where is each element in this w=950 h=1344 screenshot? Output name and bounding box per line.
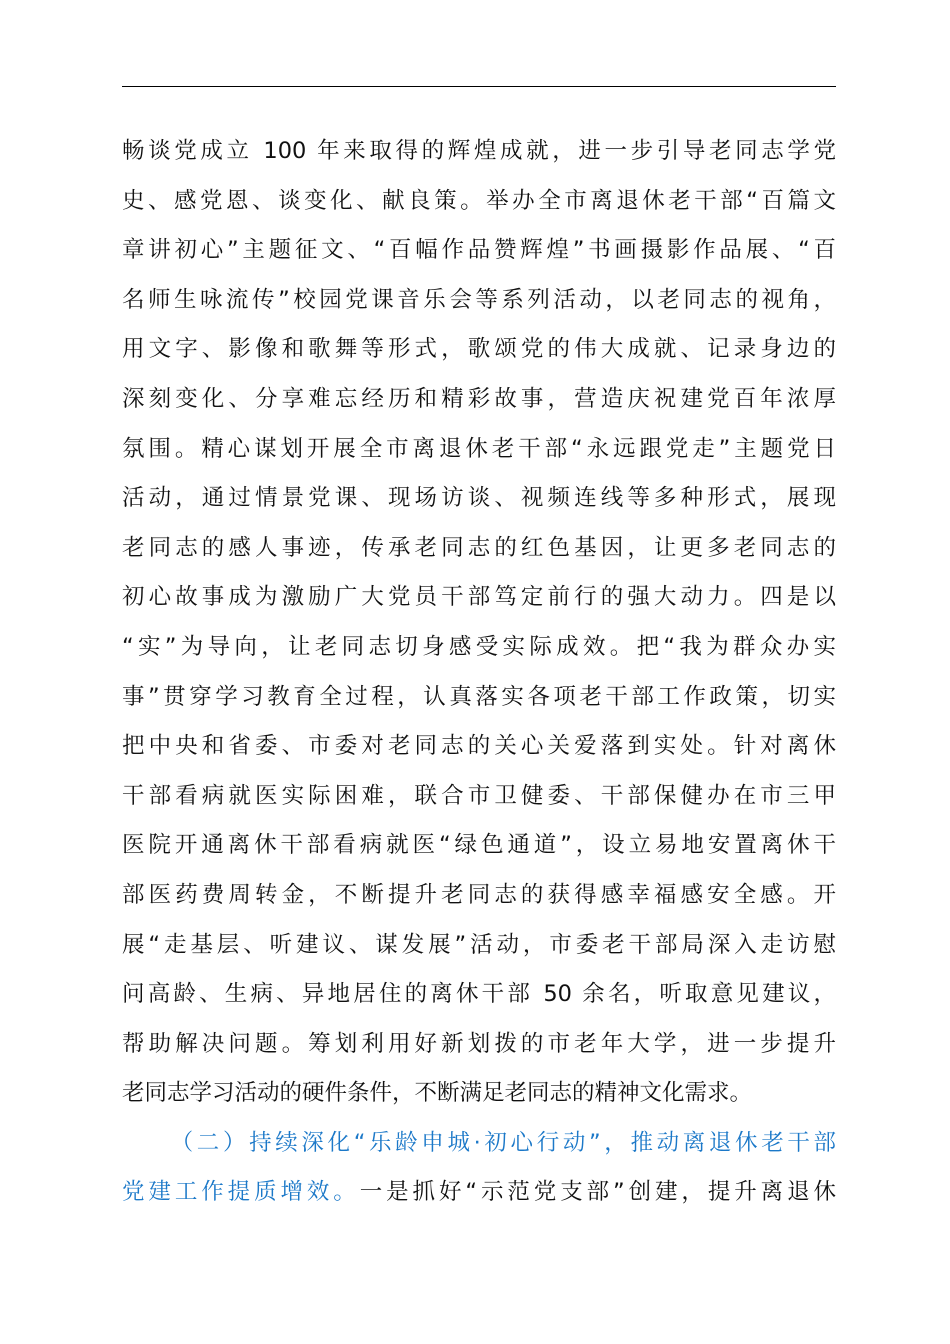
paragraph-line: 氛围。精心谋划开展全市离退休老干部“永远跟党走”主题党日 xyxy=(122,435,836,462)
paragraph-line: 用文字、影像和歌舞等形式，歌颂党的伟大成就、记录身边的 xyxy=(122,336,836,363)
paragraph-continuation: 一是抓好“示范党支部”创建，提升离退休 xyxy=(359,1179,836,1206)
paragraph-line: 问高龄、生病、异地居住的离休干部 50 余名，听取意见建议， xyxy=(122,981,836,1008)
paragraph-line: 事”贯穿学习教育全过程，认真落实各项老干部工作政策，切实 xyxy=(122,683,836,710)
paragraph-line: “实”为导向，让老同志切身感受实际成效。把“我为群众办实 xyxy=(122,633,836,660)
paragraph-line: 干部看病就医实际困难，联合市卫健委、干部保健办在市三甲 xyxy=(122,782,836,809)
paragraph-line: 深刻变化、分享难忘经历和精彩故事，营造庆祝建党百年浓厚 xyxy=(122,385,836,412)
paragraph-line: 展“走基层、听建议、谋发展”活动，市委老干部局深入走访慰 xyxy=(122,931,836,958)
paragraph-line: 老同志的感人事迹，传承老同志的红色基因，让更多老同志的 xyxy=(122,534,836,561)
paragraph-line: 章讲初心”主题征文、“百幅作品赞辉煌”书画摄影作品展、“百 xyxy=(122,237,836,264)
paragraph-line: 老同志学习活动的硬件条件，不断满足老同志的精神文化需求。 xyxy=(122,1080,753,1107)
paragraph-line: 活动，通过情景党课、现场访谈、视频连线等多种形式，展现 xyxy=(122,485,836,512)
section-heading-text: （二）持续深化“乐龄申城·初心行动”，推动离退休老干部 xyxy=(167,1129,836,1156)
section-heading-line xyxy=(122,1168,836,1218)
body-text xyxy=(122,127,836,1218)
section-heading-line xyxy=(122,1119,836,1169)
paragraph-line: 部医药费周转金，不断提升老同志的获得感幸福感安全感。开 xyxy=(122,881,836,908)
section-heading-text: 党建工作提质增效。 xyxy=(122,1179,360,1206)
paragraph-line: 把中央和省委、市委对老同志的关心关爱落到实处。针对离休 xyxy=(122,733,836,760)
header-rule xyxy=(122,86,836,87)
paragraph-line: 医院开通离休干部看病就医“绿色通道”，设立易地安置离休干 xyxy=(122,832,836,859)
paragraph-line: 帮助解决问题。筹划利用好新划拨的市老年大学，进一步提升 xyxy=(122,1030,836,1057)
paragraph-line: 初心故事成为激励广大党员干部笃定前行的强大动力。四是以 xyxy=(122,584,836,611)
paragraph-line: 史、感党恩、谈变化、献良策。举办全市离退休老干部“百篇文 xyxy=(122,187,836,214)
paragraph-line: 畅谈党成立 100 年来取得的辉煌成就，进一步引导老同志学党 xyxy=(122,138,836,164)
paragraph-line: 名师生咏流传”校园党课音乐会等系列活动，以老同志的视角， xyxy=(122,286,836,313)
